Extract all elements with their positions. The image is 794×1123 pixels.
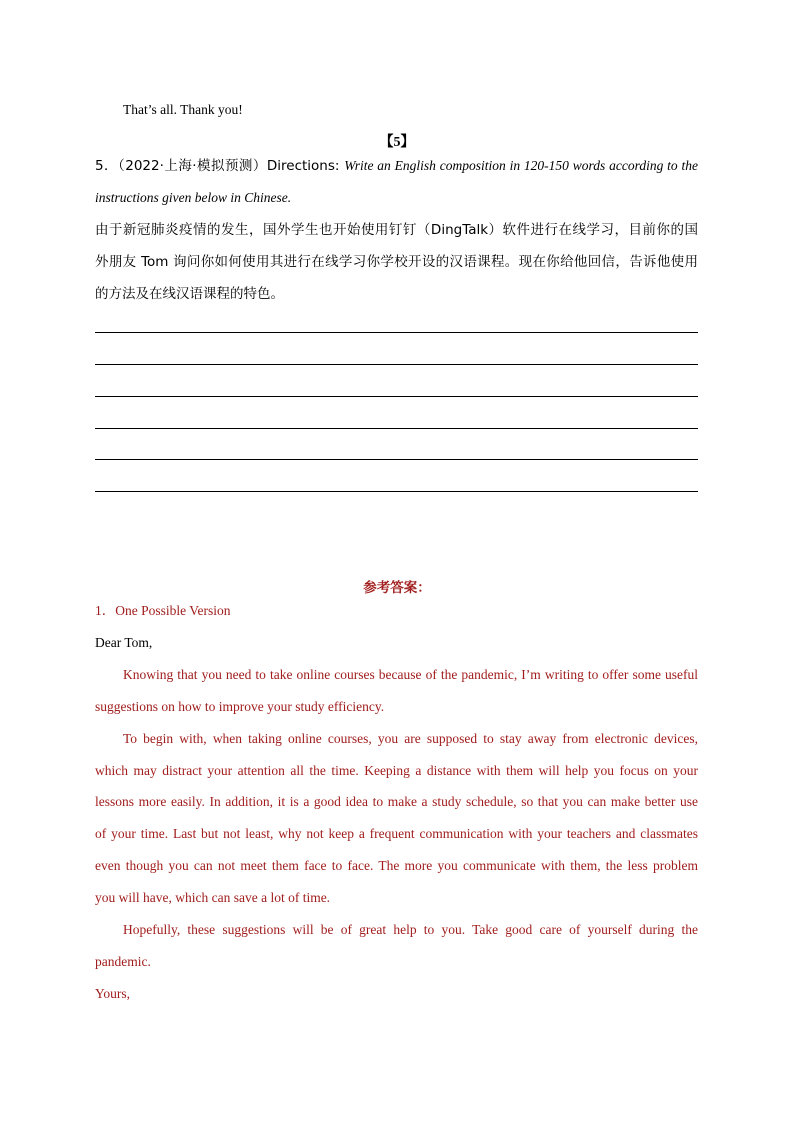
instruction-zh-line-1: 由于新冠肺炎疫情的发生，国外学生也开始使用钉钉（DingTalk）软件进行在线学习，目前你的国 (95, 222, 698, 238)
answer-line: you will have, which can save a lot of time. (95, 890, 331, 905)
directions-line-1: Write an English composition in 120-150 words according to the (344, 158, 699, 173)
answer-line: even though you can not meet them face to face. The more you communicate with them, the less problem (95, 858, 698, 873)
question-header (95, 156, 698, 176)
salutation: Dear Tom, (95, 635, 153, 650)
section-marker: 【5】 (379, 135, 415, 150)
answer-writing-line[interactable] (95, 396, 698, 397)
question-prefix: 5．（2022·上海·模拟预测）Directions: (95, 158, 345, 174)
answer-line: pandemic. (95, 954, 151, 969)
answer-writing-line[interactable] (95, 332, 698, 333)
answer-line: lessons more easily. In addition, it is a good idea to make a study schedule, so that you can make better use (95, 794, 698, 809)
answer-line: Knowing that you need to take online courses because of the pandemic, I’m writing to offer some useful (123, 667, 698, 682)
answer-writing-line[interactable] (95, 428, 698, 429)
answer-line: of your time. Last but not least, why not keep a frequent communication with your teachers and classmates (95, 826, 698, 841)
closing-line: That’s all. Thank you! (123, 102, 243, 117)
directions-line-2: instructions given below in Chinese. (95, 190, 292, 205)
answer-line: suggestions on how to improve your study efficiency. (95, 699, 385, 714)
version-label: 1．One Possible Version (95, 603, 231, 618)
answer-line: To begin with, when taking online courses, you are supposed to stay away from electronic devices, (123, 731, 698, 746)
answer-writing-line[interactable] (95, 459, 698, 460)
instruction-zh-line-3: 的方法及在线汉语课程的特色。 (95, 286, 284, 302)
answer-title: 参考答案： (363, 580, 431, 596)
answer-line: which may distract your attention all the time. Keeping a distance with them will help you focus on your (95, 763, 698, 778)
answer-writing-line[interactable] (95, 364, 698, 365)
answer-writing-line[interactable] (95, 491, 698, 492)
answer-line: Hopefully, these suggestions will be of great help to you. Take good care of yourself during the (123, 922, 698, 937)
signoff: Yours, (95, 986, 131, 1001)
instruction-zh-line-2: 外朋友 Tom 询问你如何使用其进行在线学习你学校开设的汉语课程。现在你给他回信，告诉他使用 (95, 254, 698, 270)
